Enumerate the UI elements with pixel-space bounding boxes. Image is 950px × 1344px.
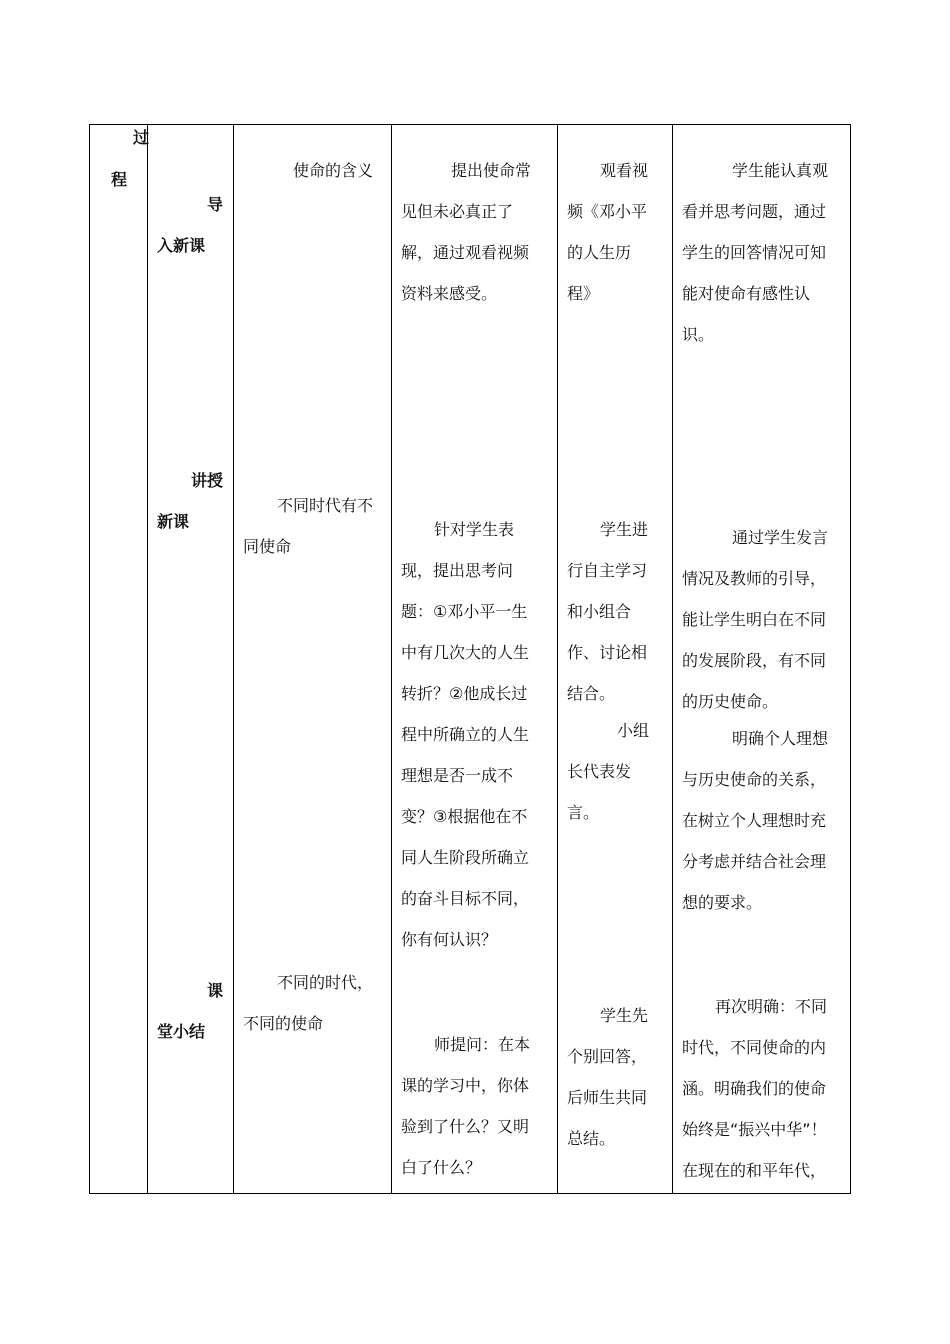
student-line: 个别回答， (567, 1047, 648, 1066)
column-divider (391, 125, 392, 1193)
intent-line: 始终是“振兴中华”！ (682, 1120, 827, 1139)
student-line: 学生先 (600, 1006, 649, 1025)
process-label-line1: 过 (133, 128, 150, 147)
intent-line: 想的要求。 (682, 893, 763, 912)
teacher-line: 题：①邓小平一生 (401, 602, 528, 621)
column-divider (233, 125, 234, 1193)
teacher-line: 程中所确立的人生 (401, 725, 530, 744)
intent-line: 能对使命有感性认 (682, 284, 811, 303)
teacher-line: 师提问：在本 (434, 1035, 531, 1054)
student-line: 后师生共同 (567, 1088, 648, 1107)
teacher-line: 白了什么？ (401, 1158, 482, 1177)
intent-line: 再次明确：不同 (715, 997, 828, 1016)
intent-line: 分考虑并结合社会理 (682, 852, 827, 871)
teacher-line: 中有几次大的人生 (401, 643, 530, 662)
column-divider (147, 125, 148, 1193)
teacher-line: 提出使命常 (451, 161, 532, 180)
intent-line: 的发展阶段，有不同 (682, 651, 827, 670)
intent-line: 明确个人理想 (732, 729, 829, 748)
student-line: 学生进 (600, 520, 649, 539)
student-line: 言。 (567, 803, 600, 822)
teacher-line: 你有何认识？ (401, 930, 498, 949)
content-line: 使命的含义 (293, 161, 374, 180)
stage-name-line1: 讲授 (191, 471, 224, 490)
student-line: 长代表发 (567, 762, 632, 781)
intent-line: 在树立个人理想时充 (682, 811, 827, 830)
content-line: 同使命 (243, 537, 292, 556)
teacher-line: 课的学习中，你体 (401, 1076, 530, 1095)
intent-line: 与历史使命的关系， (682, 770, 827, 789)
intent-line: 通过学生发言 (732, 528, 829, 547)
process-label-line2: 程 (111, 170, 128, 189)
intent-line: 学生能认真观 (732, 161, 829, 180)
student-line: 总结。 (567, 1129, 616, 1148)
stage-name-line2: 堂小结 (157, 1022, 206, 1041)
student-line: 程》 (567, 284, 600, 303)
column-divider (557, 125, 558, 1193)
intent-line: 识。 (682, 325, 715, 344)
student-line: 观看视 (600, 161, 649, 180)
intent-line: 能让学生明白在不同 (682, 610, 827, 629)
teacher-line: 验到了什么？又明 (401, 1117, 530, 1136)
intent-line: 的历史使命。 (682, 692, 779, 711)
student-line: 小组 (617, 721, 650, 740)
teacher-line: 转折？②他成长过 (401, 684, 528, 703)
teacher-line: 的奋斗目标不同， (401, 889, 530, 908)
student-line: 和小组合 (567, 602, 632, 621)
student-line: 行自主学习 (567, 561, 648, 580)
intent-line: 时代，不同使命的内 (682, 1038, 827, 1057)
column-divider (672, 125, 673, 1193)
teacher-line: 理想是否一成不 (401, 766, 514, 785)
intent-line: 涵。明确我们的使命 (682, 1079, 827, 1098)
student-line: 结合。 (567, 684, 616, 703)
student-line: 频《邓小平 (567, 202, 648, 221)
stage-name-line1: 课 (207, 981, 224, 1000)
intent-line: 学生的回答情况可知 (682, 243, 827, 262)
teacher-line: 现，提出思考问 (401, 561, 514, 580)
teacher-line: 资料来感受。 (401, 284, 498, 303)
student-line: 作、讨论相 (567, 643, 648, 662)
teacher-line: 见但未必真正了 (401, 202, 514, 221)
stage-name-line1: 导 (207, 195, 224, 214)
intent-line: 看并思考问题，通过 (682, 202, 827, 221)
teacher-line: 变？③根据他在不 (401, 807, 528, 826)
content-line: 不同的使命 (243, 1014, 324, 1033)
content-line: 不同的时代， (277, 973, 374, 992)
content-line: 不同时代有不 (277, 496, 374, 515)
stage-name-line2: 入新课 (157, 236, 206, 255)
intent-line: 情况及教师的引导， (682, 569, 827, 588)
stage-name-line2: 新课 (157, 512, 190, 531)
teacher-line: 同人生阶段所确立 (401, 848, 530, 867)
student-line: 的人生历 (567, 243, 632, 262)
intent-line: 在现在的和平年代， (682, 1161, 827, 1180)
teacher-line: 解，通过观看视频 (401, 243, 530, 262)
teacher-line: 针对学生表 (434, 520, 515, 539)
